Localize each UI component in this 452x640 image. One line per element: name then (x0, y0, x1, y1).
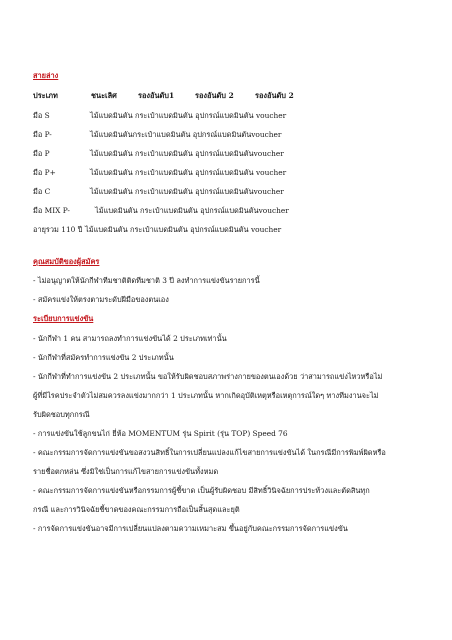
rule-line: รับผิดชอบทุกกรณี (33, 410, 90, 419)
rule-line: - การแข่งขันใช้ลูกขนไก่ ยี่ห้อ MOMENTUM รุ่น Spirit (รุ่น TOP) Speed 76 (33, 429, 288, 438)
table-header-winner: ชนะเลิศ (91, 91, 117, 100)
table-header-row (33, 91, 333, 101)
table-header-category: ประเภท (33, 91, 58, 100)
qualification-item: - ไม่อนุญาตให้นักกีฬาทีมชาติติดทีมชาติ 3 ปี ลงทำการแข่งขันรายการนี้ (33, 276, 260, 285)
rule-line: รายชื่อตกหล่น ซึ่งมิใช่เป็นการแก้ไขสายการแข่งขันทั้งหมด (33, 467, 219, 476)
row-prizes: ไม้แบดมินตัน กระเป๋าแบดมินตัน อุปกรณ์แบดมินตันvoucher (90, 187, 284, 196)
row-category: มือ MIX P- (33, 206, 70, 215)
row-prizes: ไม้แบดมินตันกระเป๋าแบดมินตัน อุปกรณ์แบดมินตันvoucher (90, 130, 282, 139)
section-title: สายล่าง (33, 71, 59, 80)
rule-line: - นักกีฬา 1 คน สามารถลงทำการแข่งขันได้ 2 ประเภทเท่านั้น (33, 334, 227, 343)
rules-title: ระเบียบการแข่งขัน (33, 314, 94, 323)
row-prizes: ไม้แบดมินตัน กระเป๋าแบดมินตัน อุปกรณ์แบดมินตันvoucher (95, 206, 289, 215)
row-prizes: ไม้แบดมินตัน กระเป๋าแบดมินตัน อุปกรณ์แบดมินตันvoucher (90, 149, 284, 158)
rule-line: - นักกีฬาที่สมัครทำการแข่งขัน 2 ประเภทนั้น (33, 353, 174, 362)
rule-line: - คณะกรรมการจัดการแข่งขันขอสงวนสิทธิ์ในการเปลี่ยนแปลงแก้ไขสายการแข่งขันได้ ในกรณีมีการพิมพ์ผิดหรือ (33, 448, 386, 457)
rule-line: กรณี และการวินิจฉัยชี้ขาดของคณะกรรมการถือเป็นสิ้นสุดและยุติ (33, 505, 240, 514)
rule-line: - นักกีฬาที่ทำการแข่งขัน 2 ประเภทนั้น ขอให้รับผิดชอบสภาพร่างกายของตนเองด้วย ว่าสามารถแข่งไหวหรือไม่ (33, 372, 383, 381)
rule-line: - คณะกรรมการจัดการแข่งขันหรือกรรมการผู้ชี้ขาด เป็นผู้รับผิดชอบ มีสิทธิ์วินิจฉัยการประท้วงและตัดสินทุก (33, 486, 370, 495)
rule-line: - การจัดการแข่งขันอาจมีการเปลี่ยนแปลงตามความเหมาะสม ขึ้นอยู่กับคณะกรรมการจัดการแข่งขัน (33, 524, 348, 533)
row-prizes: ไม้แบดมินตัน กระเป๋าแบดมินตัน อุปกรณ์แบดมินตัน voucher (90, 111, 287, 120)
row-category: อายุรวม 110 ปี (33, 225, 83, 234)
row-prizes: ไม้แบดมินตัน กระเป๋าแบดมินตัน อุปกรณ์แบดมินตัน voucher (90, 168, 287, 177)
table-header-runner-up-2: รองอันดับ 2 (195, 91, 234, 100)
qualification-item: - สมัครแข่งให้ตรงตามระดับฝีมือของตนเอง (33, 295, 169, 304)
table-header-runner-up-1: รองอันดับ1 (138, 91, 175, 100)
table-header-runner-up-2b: รองอันดับ 2 (255, 91, 294, 100)
row-category: มือ P (33, 149, 50, 158)
row-category: มือ C (33, 187, 51, 196)
row-category: มือ S (33, 111, 50, 120)
qualifications-title: คุณสมบัติของผู้สมัคร (33, 257, 100, 266)
row-category: มือ P+ (33, 168, 56, 177)
rule-line: ผู้ที่มีไรคประจำตัวไม่สมควรลงแข่งมากกว่า 1 ประเภทนั้น หากเกิดอุบัติเหตุหรือเหตุการณ์ใดๆ ทางทีมงานจะไม่ (33, 391, 379, 400)
row-prizes: ไม้แบดมินตัน กระเป๋าแบดมินตัน อุปกรณ์แบดมินตัน voucher (85, 225, 282, 234)
row-category: มือ P- (33, 130, 52, 139)
